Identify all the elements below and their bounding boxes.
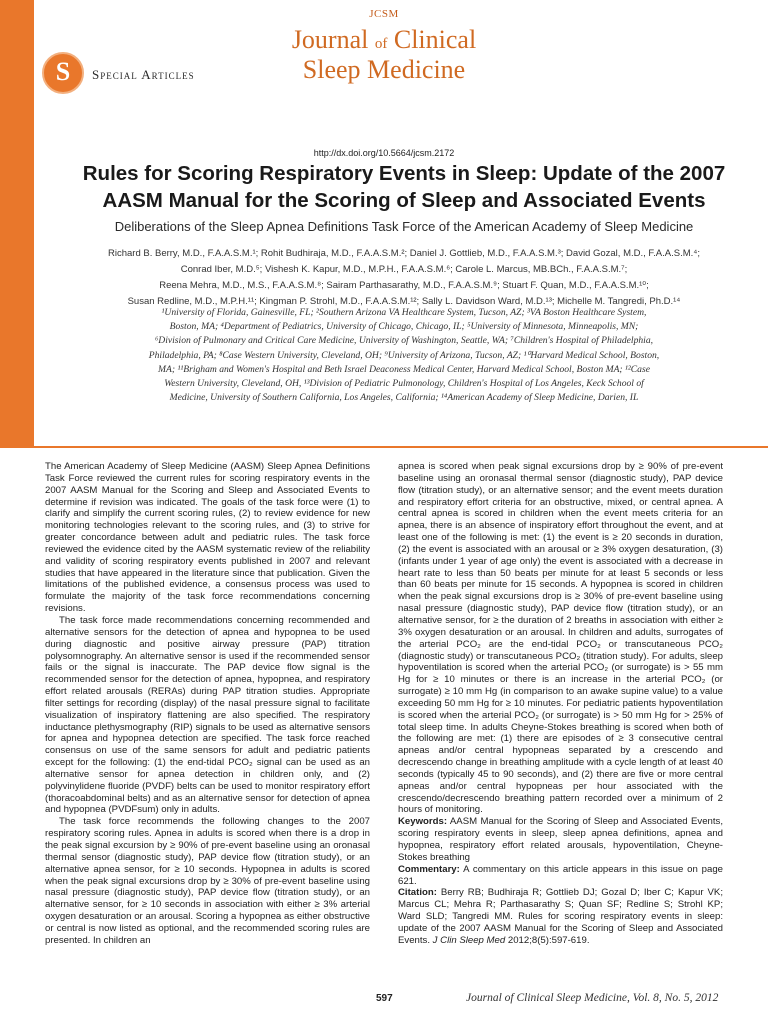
abstract-paragraph: The task force made recommendations concerning recommended and alternative sensors for the detection of apnea and hypopnea to be used during diagnostic and positive airway pressure (PAP) titration polysomnography. An alternative sensor is used if the recommended sensor fails or the signal is inaccurate. The PAP device flow signal is the recommended sensor for the detection of apnea, hypopnea, and respiratory effort related arousals (RERAs) during PAP titration studies. Appropriate filter settings for recording (display) of the nasal pressure signal to facilitate visualization of inspiratory flattening are also specified. The respiratory inductance plethysmography (RIP) signals to be used as alternative sensors for apnea and hypopnea detection are specified. The task force reached consensus on use of the same sensors for adult and pediatric patients except for the following: (1) the end-tidal PCO₂ signal can be used as an alternative sensor for apnea detection in children only, and (2) polyvinylidene fluoride (PVDF) belts can be used to monitor respiratory effort (thoracoabdominal belts) and as an alternative sensor for detection of apnea and hypopnea (PVDFsum) only in adults.	[45, 614, 370, 816]
section-label: Special Articles	[92, 67, 195, 82]
citation-text: Berry RB; Budhiraja R; Gottlieb DJ; Gozal D; Iber C; Kapur VK; Marcus CL; Mehra R; Parthasarathy S; Quan SF; Redline S; Strohl KP; Ward SLD; Tangredi MM. Rules for scoring respiratory events in sleep: update of the 2007 AASM Manual for the Scoring of Sleep and Associated Events.	[398, 887, 723, 946]
section-badge-letter: S	[55, 57, 71, 86]
abstract-paragraph: The American Academy of Sleep Medicine (AASM) Sleep Apnea Definitions Task Force reviewed the current rules for scoring respiratory events in the 2007 AASM Manual for the Scoring and Sleep and Associated Events to determine if revision was indicated. The goals of the task force were (1) to clarify and simplify the current scoring rules, (2) to review evidence for new monitoring technologies relevant to the scoring rules, and (3) to strive for greater concordance between adult and pediatric rules. The task force reviewed the evidence cited by the AASM systematic review of the reliability and validity of scoring respiratory events published in 2007 and relevant studies that have appeared in the literature since that publication. Given the limitations of the published evidence, a consensus process was used to formulate the majority of the task force recommendations concerning revisions.	[45, 461, 370, 615]
header-divider	[34, 446, 768, 448]
commentary-text: A commentary on this article appears in this issue on page 621.	[398, 863, 723, 887]
title-line: AASM Manual for the Scoring of Sleep and Associated Events	[102, 189, 706, 212]
abstract-paragraph: apnea is scored when peak signal excursions drop by ≥ 90% of pre-event baseline using an oronasal thermal sensor (diagnostic study), PAP device flow (titration study), or an alternative sensor; and the event meets duration and respiratory effort criteria for an obstructive, mixed, or central apnea. A central apnea is scored in children when the event meets criteria for an apnea, there is an absence of inspiratory effort throughout the event, and at least one of the following is met: (1) the event is ≥ 20 seconds in duration, (2) the event is associated with an arousal or ≥ 3% oxygen desaturation, (3) (infants under 1 year of age only) the event is associated with a decrease in heart rate to less than 50 beats per minute for at least 5 seconds or less than 60 beats per minute for 15 seconds. A hypopnea is scored in children when the peak signal excursions drop is ≥ 30% of pre-event baseline using nasal pressure (diagnostic study), PAP device flow (titration study), or an alternative sensor, for ≥ the duration of 2 breaths in association with either ≥ 3% oxygen desaturation or an arousal. In children and adults, surrogates of the arterial PCO₂ are the end-tidal PCO₂ or transcutaneous PCO₂ (diagnostic study) or transcutaneous PCO₂ (titration study). For adults, sleep hypoventilation is scored when the arterial PCO₂ (or surrogate) is > 55 mm Hg for ≥ 10 minutes or there is an increase in the arterial PCO₂ (or surrogate) ≥ 10 mm Hg (in comparison to an awake supine value) to a value exceeding 50 mm Hg for ≥ 10 minutes. For pediatric patients hypoventilation is scored when the arterial PCO₂ (or surrogate) is > 50 mm Hg for > 25% of total sleep time. In adults Cheyne-Stokes breathing is scored when both of the following are met: (1) there are episodes of ≥ 3 consecutive central apneas and/or central hypopneas separated by a crescendo and decrescendo change in breathing amplitude with a cycle length of at least 40 seconds (typically 45 to 90 seconds), and (2) there are five or more central apneas and/or central hypopneas per hour associated with the crescendo/decrescendo breathing pattern recorded over a minimum of 2 hours of monitoring.	[398, 461, 723, 816]
commentary-paragraph	[398, 864, 723, 888]
author-list	[40, 246, 768, 310]
article-header-block	[0, 0, 768, 448]
affiliation-line: Medicine, University of Southern California, Los Angeles, California; ¹⁴American Academy of Sleep Medicine, Darien, IL	[169, 392, 639, 404]
affiliation-line: Philadelphia, PA; ⁸Case Western University, Cleveland, OH; ⁹University of Arizona, Tucson, AZ; ¹⁰Harvard Medical School, Boston,	[148, 349, 660, 361]
abstract-right-column	[398, 461, 723, 947]
abstract-left-column	[45, 461, 370, 947]
commentary-label: Commentary:	[398, 863, 460, 875]
citation-journal: J Clin Sleep Med	[432, 934, 506, 946]
keywords-label: Keywords:	[398, 816, 448, 828]
citation-paragraph	[398, 887, 723, 946]
journal-name-line1	[0, 26, 768, 58]
affiliation-line: ⁶Division of Pulmonary and Critical Care Medicine, University of Washington, Seattle, WA; ⁷Children's Hospital of Philadelphia,	[154, 335, 654, 347]
author-line: Reena Mehra, M.D., M.S., F.A.A.S.M.⁸; Sairam Parthasarathy, M.D., F.A.A.S.M.⁹; Stuart F. Quan, M.D., F.A.A.S.M.¹⁰;	[159, 280, 649, 291]
affiliation-line: Boston, MA; ⁴Department of Pediatrics, University of Chicago, Chicago, IL; ⁵University of Minnesota, Minneapolis, MN;	[169, 321, 639, 333]
journal-logo	[0, 0, 768, 140]
author-line: Susan Redline, M.D., M.P.H.¹¹; Kingman P. Strohl, M.D., F.A.A.S.M.¹²; Sally L. Davidson Ward, M.D.¹³; Michelle M. Tangredi, Ph.D.¹⁴	[127, 296, 681, 307]
title-line: Rules for Scoring Respiratory Events in Sleep: Update of the 2007	[82, 162, 726, 185]
affiliation-line: MA; ¹¹Brigham and Women's Hospital and Beth Israel Deaconess Medical Center, Harvard Medical School, Boston MA; ¹²Case	[158, 363, 650, 375]
journal-name-word-clinical: Clinical	[393, 25, 477, 54]
doi-link[interactable]: http://dx.doi.org/10.5664/jcsm.2172	[313, 148, 455, 158]
affiliation-line: ¹University of Florida, Gainesville, FL; ²Southern Arizona VA Healthcare System, Tucson, AZ; ³VA Boston Healthcare System,	[161, 307, 647, 318]
article-title	[40, 160, 768, 214]
author-line: Richard B. Berry, M.D., F.A.A.S.M.¹; Rohit Budhiraja, M.D., F.A.A.S.M.²; Daniel J. Gottlieb, M.D., F.A.A.S.M.³; David Gozal, M.D., F.A.A.S.M.⁴;	[108, 248, 700, 259]
author-line: Conrad Iber, M.D.⁵; Vishesh K. Kapur, M.D., M.P.H., F.A.A.S.M.⁶; Carole L. Marcus, MB.BCh., F.A.A.S.M.⁷;	[180, 264, 628, 275]
journal-name-word-journal: Journal	[291, 25, 369, 54]
journal-name-line2: Sleep Medicine	[302, 55, 466, 84]
keywords-paragraph	[398, 816, 723, 863]
affiliation-line: Western University, Cleveland, OH, ¹³Division of Pediatric Pulmonology, Children's Hospital of Los Angeles, Keck School of	[164, 378, 644, 390]
citation-label: Citation:	[398, 887, 437, 899]
citation-volume: 2012;8(5):597-619.	[507, 934, 590, 946]
journal-abbreviation: JCSM	[369, 8, 399, 20]
keywords-text: AASM Manual for the Scoring of Sleep and Associated Events, scoring respiratory events in sleep, sleep apnea definitions, apnea and hypopnea, respiratory effort related arousals, hypoventilation, Cheyne-Stokes breathing	[398, 816, 723, 863]
page-number: 597	[376, 993, 393, 1004]
article-subtitle: Deliberations of the Sleep Apnea Definitions Task Force of the American Academy of Sleep Medicine	[114, 219, 694, 234]
abstract-paragraph: The task force recommends the following changes to the 2007 respiratory scoring rules. Apnea in adults is scored when there is a drop in the peak signal excursion by ≥ 90% of pre-event baseline using an oronasal thermal sensor (diagnostic study), PAP device flow (titration study), or an alternative apnea sensor, for ≥ 10 seconds. Hypopnea in adults is scored when the peak signal excursions drop by ≥ 30% of pre-event baseline using nasal pressure (diagnostic study), PAP device flow (titration study), or an alternative sensor, for ≥ 10 seconds in association with either ≥ 3% arterial oxygen desaturation or an arousal. Scoring a hypopnea as either obstructive or central is now listed as optional, and the recommended scoring rules are presented. In children an	[45, 816, 370, 946]
affiliation-list	[60, 306, 748, 405]
journal-name-word-of: of	[374, 36, 388, 52]
footer-journal-info: Journal of Clinical Sleep Medicine, Vol. 8, No. 5, 2012	[466, 992, 719, 1004]
